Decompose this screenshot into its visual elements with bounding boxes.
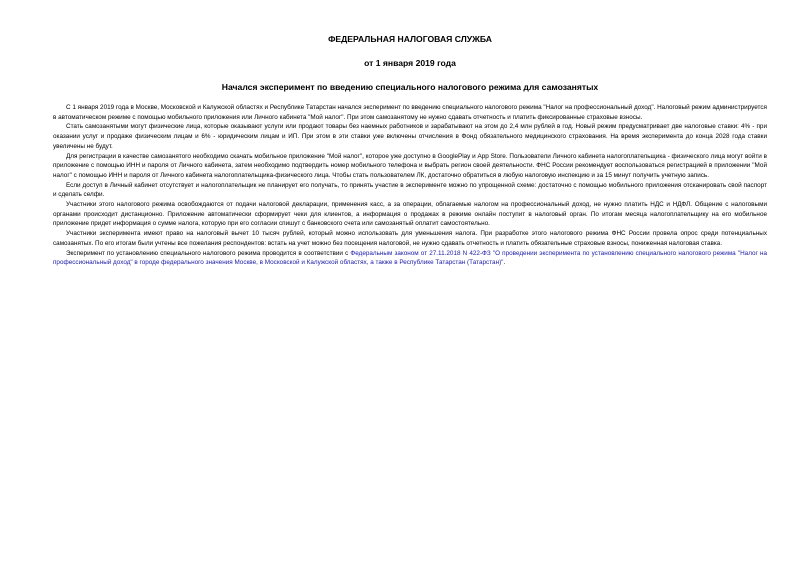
federal-law-link[interactable]: Федеральным законом от 27.11.2018 N 422-ФЗ "О проведении эксперимента по установлению специального налогового режима "Налог на профессиональный доход" в городе федерального значения Москве, в Московской и Калужской областях, а также в Республике Татарстан (Татарстан)" [53, 249, 767, 267]
paragraph-registration: Для регистрации в качестве самозанятого необходимо скачать мобильное приложение "Мой налог", которое уже доступно в GooglePlay и App Store. Пользователи Личного кабинета налогоплательщика - физического лица могут войти в приложение с помощью ИНН и пароля от Личного кабинета, затем необходимо подтвердить номер мобильного телефона и выбрать регион своей деятельности. ФНС России рекомендует воспользоваться регистрацией в приложении "Мой налог" с помощью ИНН и пароля от Личного кабинета налогоплательщика-физического лица. Чтобы стать пользователем ЛК, достаточно обратиться в любую налоговую инспекцию и за 15 минут получить учетную запись. [53, 152, 767, 179]
document-body [53, 103, 767, 268]
legal-basis-prefix: Эксперимент по установлению специального налогового режима проводится в соответствии с [66, 249, 351, 257]
paragraph-simplified-scheme: Если доступ в Личный кабинет отсутствует и налогоплательщик не планирует его получать, то принять участие в эксперименте можно по упрощенной схеме: достаточно с помощью мобильного приложения отсканировать свой паспорт и сделать селфи. [53, 181, 767, 199]
document-date: от 1 января 2019 года [364, 58, 456, 68]
paragraph-exemptions: Участники этого налогового режима освобождаются от подачи налоговой декларации, применения касс, а за операции, облагаемые налогом на профессиональный доход, не нужно платить НДС и НДФЛ. Общение с налоговыми органами происходит дистанционно. Приложение автоматически сформирует чеки для клиентов, а информация о продажах в режиме онлайн поступит в налоговый орган. По итогам месяца налогоплательщику на его мобильное приложение придет информация о сумме налога, которую при его согласии спишут с банковского счета или самозанятый оплатит самостоятельно. [53, 201, 767, 228]
paragraph-tax-deduction: Участники эксперимента имеют право на налоговый вычет 10 тысяч рублей, который можно использовать для уменьшения налога. При разработке этого налогового режима ФНС России провела опрос среди потенциальных самозанятых. По его итогам были учтены все пожелания респондентов: встать на учет можно без посещения налоговой, не нужно сдавать отчетность и платить обязательные страховые взносы, пониженная налоговая ставка. [53, 230, 767, 247]
paragraph-legal-basis [53, 249, 767, 268]
organization-title: ФЕДЕРАЛЬНАЯ НАЛОГОВАЯ СЛУЖБА [328, 34, 492, 44]
document-title: Начался эксперимент по введению специального налогового режима для самозанятых [221, 82, 599, 92]
paragraph-intro: С 1 января 2019 года в Москве, Московской и Калужской областях и Республике Татарстан начался эксперимент по введению специального налогового режима "Налог на профессиональный доход". Налоговый режим администрируется в автоматическом режиме с помощью мобильного приложения или Личного кабинета "Мой налог". При этом самозанятому не нужно сдавать отчетность и платить фиксированные страховые взносы. [53, 104, 767, 121]
legal-basis-suffix: . [503, 259, 506, 267]
paragraph-eligibility: Стать самозанятыми могут физические лица, которые оказывают услуги или продают товары без наемных работников и зарабатывают на этом до 2,4 млн рублей в год. Новый режим предусматривает две налоговые ставки: 4% - при оказании услуг и продаже физическим лицам и 6% - юридическим лицам и ИП. При этом в эти ставки уже включены отчисления в Фонд обязательного медицинского страхования. На время эксперимента до конца 2028 года ставки увеличены не будут. [53, 123, 767, 150]
